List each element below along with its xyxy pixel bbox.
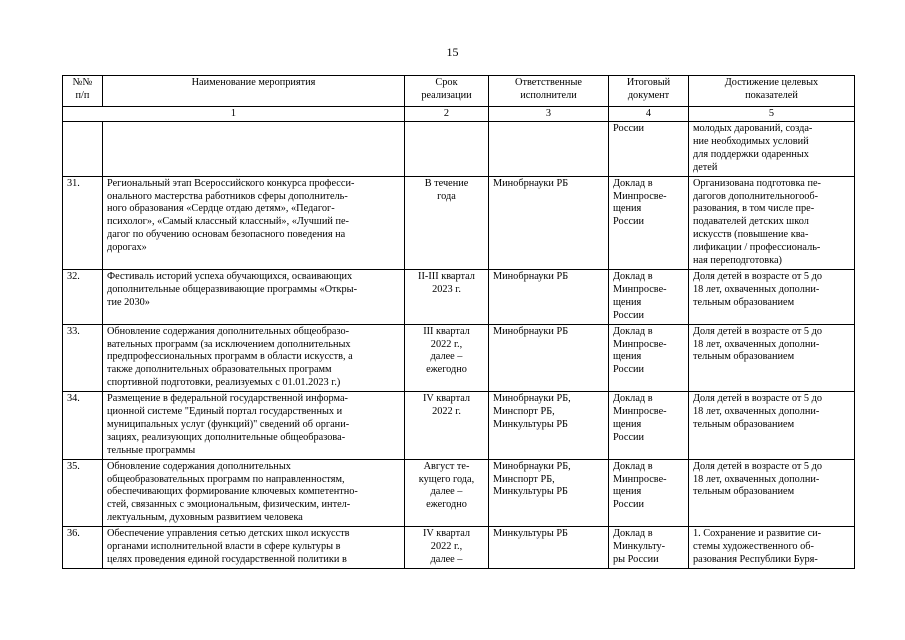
measure-name-cell xyxy=(103,122,405,177)
term-cell: IV квартал 2022 г., далее – xyxy=(405,527,489,569)
target-achievement-cell: Доля детей в возрасте от 5 до 18 лет, охваченных дополни- тельным образованием xyxy=(689,324,855,392)
header-num: №№ п/п xyxy=(63,76,103,107)
measure-name-cell: Обновление содержания дополнительных общеобразовательных программ по направленностям, обеспечивающих формирование ключевых компетентно- стей, связанных с эмоциональным, физическим, интел- лектуальным, духовным развитием человека xyxy=(103,459,405,527)
table-body xyxy=(63,76,855,569)
term-cell: IV квартал 2022 г. xyxy=(405,392,489,460)
table-row xyxy=(63,392,855,460)
col-index-5: 5 xyxy=(689,107,855,122)
header-term: Срок реализации xyxy=(405,76,489,107)
final-document-cell: Доклад в Минкульту- ры России xyxy=(609,527,689,569)
target-achievement-cell: молодых дарований, созда- ние необходимых условий для поддержки одаренных детей xyxy=(689,122,855,177)
term-cell: Август те- кущего года, далее – ежегодно xyxy=(405,459,489,527)
final-document-cell: Доклад в Минпросве- щения России xyxy=(609,324,689,392)
table-row xyxy=(63,122,855,177)
target-achievement-cell: 1. Сохранение и развитие си- стемы художественного об- разования Республики Буря- xyxy=(689,527,855,569)
measure-name-cell: Обеспечение управления сетью детских школ искусств органами исполнительной власти в сфере культуры в целях проведения единой государственной политики в xyxy=(103,527,405,569)
term-cell xyxy=(405,122,489,177)
executors-cell: Минкультуры РБ xyxy=(489,527,609,569)
col-index-2: 2 xyxy=(405,107,489,122)
executors-cell: Минобрнауки РБ xyxy=(489,176,609,269)
header-row xyxy=(63,76,855,107)
target-achievement-cell: Доля детей в возрасте от 5 до 18 лет, охваченных дополни- тельным образованием xyxy=(689,459,855,527)
row-number-cell xyxy=(63,122,103,177)
row-number-cell: 36. xyxy=(63,527,103,569)
header-document: Итоговый документ xyxy=(609,76,689,107)
header-name: Наименование мероприятия xyxy=(103,76,405,107)
col-index-4: 4 xyxy=(609,107,689,122)
measure-name-cell: Размещение в федеральной государственной информа- ционной системе "Единый портал государственных и муниципальных услуг (функций)" сведений об органи- зациях, реализующих дополнительные общеобразова- тельные программы xyxy=(103,392,405,460)
measure-name-cell: Фестиваль историй успеха обучающихся, осваивающих дополнительные общеразвивающие программы «Откры- тие 2030» xyxy=(103,269,405,324)
table-row xyxy=(63,324,855,392)
executors-cell: Минобрнауки РБ xyxy=(489,324,609,392)
executors-cell: Минобрнауки РБ xyxy=(489,269,609,324)
executors-cell xyxy=(489,122,609,177)
table-row xyxy=(63,527,855,569)
final-document-cell: России xyxy=(609,122,689,177)
col-index-3: 3 xyxy=(489,107,609,122)
table-row xyxy=(63,269,855,324)
row-number-cell: 35. xyxy=(63,459,103,527)
table-row xyxy=(63,459,855,527)
table-row xyxy=(63,176,855,269)
final-document-cell: Доклад в Минпросве- щения России xyxy=(609,392,689,460)
executors-cell: Минобрнауки РБ, Минспорт РБ, Минкультуры РБ xyxy=(489,459,609,527)
page-number: 15 xyxy=(446,45,459,59)
row-number-cell: 32. xyxy=(63,269,103,324)
row-number-cell: 34. xyxy=(63,392,103,460)
target-achievement-cell: Организована подготовка пе- дагогов дополнительногооб- разования, в том числе пре- подавателей детских школ искусств (повышение ква- лификации / профессиональ- ная переподготовка) xyxy=(689,176,855,269)
header-achievement: Достижение целевых показателей xyxy=(689,76,855,107)
col-index-1: 1 xyxy=(63,107,405,122)
row-number-cell: 31. xyxy=(63,176,103,269)
term-cell: II-III квартал 2023 г. xyxy=(405,269,489,324)
row-number-cell: 33. xyxy=(63,324,103,392)
term-cell: III квартал 2022 г., далее – ежегодно xyxy=(405,324,489,392)
final-document-cell: Доклад в Минпросве- щения России xyxy=(609,459,689,527)
target-achievement-cell: Доля детей в возрасте от 5 до 18 лет, охваченных дополни- тельным образованием xyxy=(689,269,855,324)
final-document-cell: Доклад в Минпросве- щения России xyxy=(609,269,689,324)
measure-name-cell: Региональный этап Всероссийского конкурса професси- онального мастерства работников сферы дополнитель- ного образования «Сердце отдаю детям», «Педагог- психолог», «Самый классный классный», «Лучший пе- дагог по обучению основам безопасного поведения на дорогах» xyxy=(103,176,405,269)
target-achievement-cell: Доля детей в возрасте от 5 до 18 лет, охваченных дополни- тельным образованием xyxy=(689,392,855,460)
final-document-cell: Доклад в Минпросве- щения России xyxy=(609,176,689,269)
measures-table xyxy=(62,75,855,569)
executors-cell: Минобрнауки РБ, Минспорт РБ, Минкультуры РБ xyxy=(489,392,609,460)
measure-name-cell: Обновление содержания дополнительных общеобразо- вательных программ (за исключением дополнительных предпрофессиональных программ в области искусств, а также дополнительных образовательных программ спортивной подготовки, реализуемых с 01.01.2023 г.) xyxy=(103,324,405,392)
term-cell: В течение года xyxy=(405,176,489,269)
column-index-row xyxy=(63,107,855,122)
header-executors: Ответственные исполнители xyxy=(489,76,609,107)
